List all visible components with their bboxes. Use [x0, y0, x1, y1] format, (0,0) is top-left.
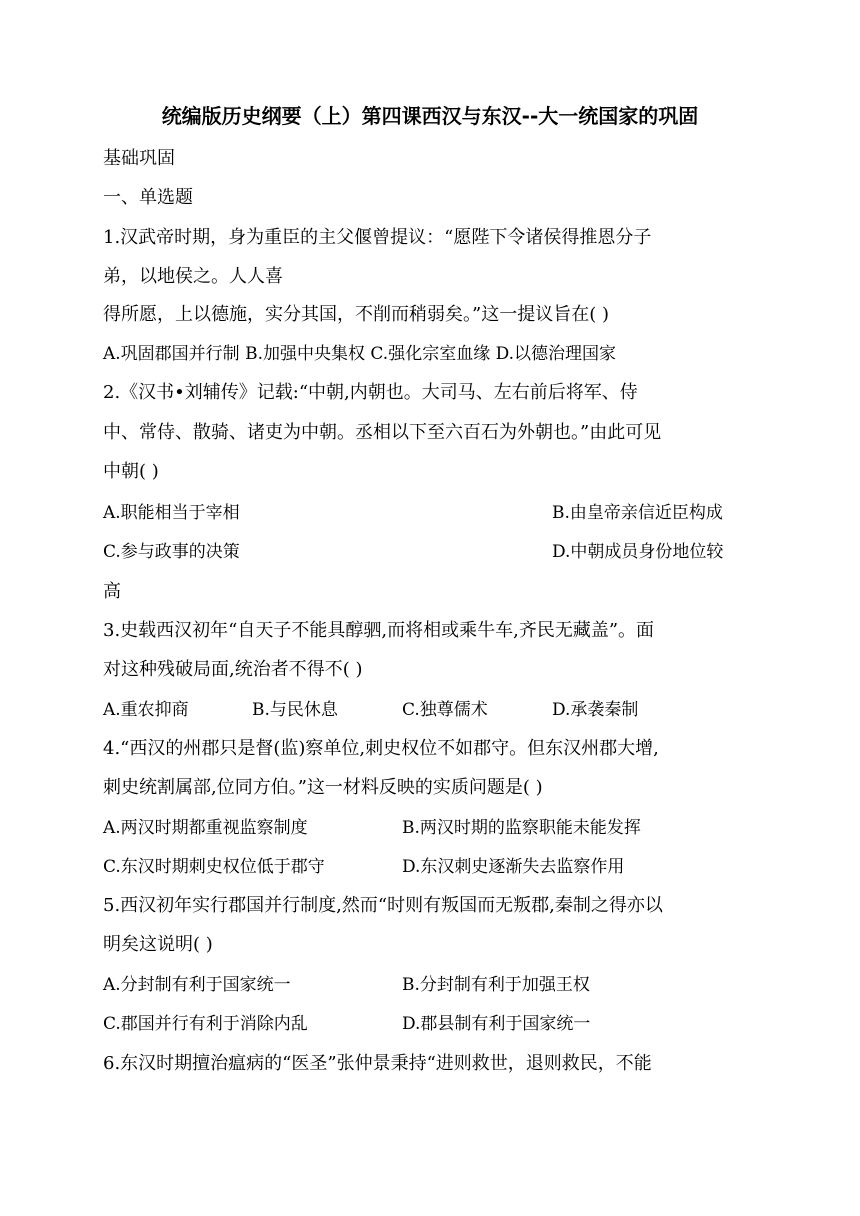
q4-option-c: C.东汉时期刺史权位低于郡守 [103, 857, 325, 877]
q5-option-d: D.郡县制有利于国家统一 [402, 1014, 591, 1034]
q5-option-b: B.分封制有利于加强王权 [402, 975, 590, 995]
q4-stem-line2: 刺史统割属部,位同方伯。”这一材料反映的实质问题是( ) [103, 777, 543, 798]
q2-stem-line2: 中、常侍、散骑、诸吏为中朝。丞相以下至六百石为外朝也。”由此可见 [103, 422, 662, 443]
document-title: 统编版历史纲要（上）第四课西汉与东汉--大一统国家的巩固 [161, 104, 699, 128]
q3-stem-line1: 3.史载西汉初年“自天子不能具醇驷,而将相或乘牛车,齐民无藏盖”。面 [103, 620, 655, 641]
q2-stem-line3: 中朝( ) [103, 461, 159, 482]
q5-option-c: C.郡国并行有利于消除内乱 [103, 1014, 308, 1034]
subsection-heading: 一、单选题 [103, 187, 193, 208]
q2-option-c: C.参与政事的决策 [103, 542, 240, 562]
q2-option-d: D.中朝成员身份地位较 [552, 542, 724, 562]
section-heading: 基础巩固 [103, 148, 175, 169]
q2-option-b: B.由皇帝亲信近臣构成 [552, 503, 723, 523]
q3-option-a: A.重农抑商 [103, 700, 189, 720]
q1-stem-line2: 弟，以地侯之。人人喜 [103, 266, 283, 287]
q4-option-b: B.两汉时期的监察职能未能发挥 [402, 818, 641, 838]
q2-option-a: A.职能相当于宰相 [103, 503, 240, 523]
q3-option-b: B.与民休息 [252, 700, 338, 720]
q3-stem-line2: 对这种残破局面,统治者不得不( ) [103, 659, 363, 680]
q2-stem-line1: 2.《汉书•刘辅传》记载:“中朝,内朝也。大司马、左右前后将军、侍 [103, 382, 638, 403]
q2-option-d-continuation: 高 [103, 581, 121, 602]
q5-option-a: A.分封制有利于国家统一 [103, 975, 291, 995]
q1-options: A.巩固郡国并行制 B.加强中央集权 C.强化宗室血缘 D.以德治理国家 [103, 344, 617, 364]
q4-option-d: D.东汉刺史逐渐失去监察作用 [402, 857, 625, 877]
q5-stem-line2: 明矣这说明( ) [103, 934, 213, 955]
q1-stem-line3: 得所愿，上以德施，实分其国，不削而稍弱矣。”这一提议旨在( ) [103, 304, 609, 325]
q3-option-c: C.独尊儒术 [402, 700, 488, 720]
q1-stem-line1: 1.汉武帝时期，身为重臣的主父偃曾提议：“愿陛下令诸侯得推恩分子 [103, 227, 652, 248]
q4-stem-line1: 4.“西汉的州郡只是督(监)察单位,刺史权位不如郡守。但东汉州郡大增, [103, 738, 659, 759]
q6-stem-line1: 6.东汉时期擅治瘟病的“医圣”张仲景秉持“进则救世，退则救民，不能 [103, 1053, 652, 1074]
q3-option-d: D.承袭秦制 [552, 700, 639, 720]
q5-stem-line1: 5.西汉初年实行郡国并行制度,然而“时则有叛国而无叛郡,秦制之得亦以 [103, 895, 663, 916]
q4-option-a: A.两汉时期都重视监察制度 [103, 818, 308, 838]
